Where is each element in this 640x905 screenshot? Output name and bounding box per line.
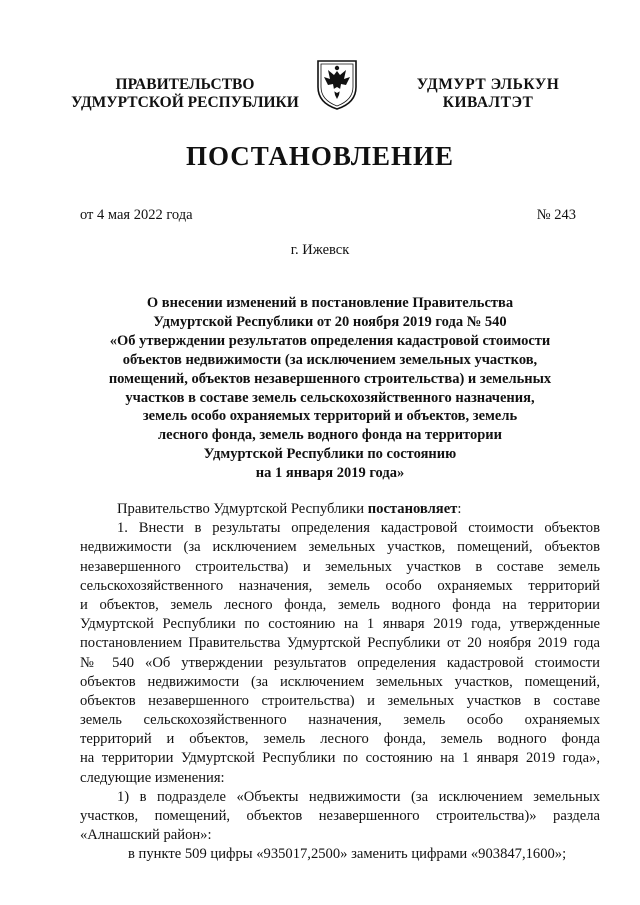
- issuer-udmurt: [378, 76, 598, 112]
- body-line: недвижимости (за исключением земельных участков, помещений, объектов: [80, 539, 600, 556]
- subject-line: «Об утверждении результатов определения кадастровой стоимости: [109, 332, 551, 349]
- body-line: участков, помещений, объектов незавершенного строительства)» раздела: [80, 808, 600, 824]
- body-line: следующие изменения:: [80, 769, 225, 786]
- body-line: 1. Внести в результаты определения кадастровой стоимости объектов: [117, 520, 600, 537]
- body-line: объектов незавершенного строительства) и земельных участков в составе: [80, 692, 600, 709]
- coat-of-arms-icon: [315, 57, 359, 111]
- intro-verb: постановляет: [367, 501, 458, 517]
- body-line: Удмуртской Республики по состоянию на 1 января 2019 года, утвержденные: [80, 616, 600, 633]
- subject-line: Удмуртской Республики от 20 ноября 2019 года № 540: [153, 313, 507, 330]
- intro-paragraph: [80, 500, 600, 519]
- subject-line: земель особо охраняемых территорий и объектов, земель: [142, 408, 518, 425]
- body-line: «Алнашский район»:: [80, 827, 212, 844]
- document-number: № 243: [536, 207, 576, 223]
- intro-punct: :: [457, 501, 462, 517]
- body-line: незавершенного строительства) и земельных участков в составе земель: [80, 558, 600, 575]
- issuer-russian: [60, 76, 310, 112]
- document-date: от 4 мая 2022 года: [80, 207, 193, 223]
- body-line: объектов недвижимости (за исключением земельных участков, помещений,: [80, 673, 600, 690]
- document-body: [80, 500, 600, 865]
- document-city: г. Ижевск: [290, 242, 350, 258]
- issuer-line-1: ПРАВИТЕЛЬСТВО: [115, 76, 255, 93]
- body-line: и объектов, земель лесного фонда, земель водного фонда на территории: [80, 596, 600, 613]
- issuer-udmurt-line-2: КИВАЛТЭТ: [442, 94, 534, 111]
- issuer-udmurt-line-1: УДМУРТ ЭЛЬКУН: [416, 76, 560, 93]
- issuer-line-2: УДМУРТСКОЙ РЕСПУБЛИКИ: [71, 94, 299, 111]
- subject-line: О внесении изменений в постановление Правительства: [146, 295, 514, 311]
- document-subject: [60, 294, 600, 483]
- body-line: на территории Удмуртской Республики по состоянию на 1 января 2019 года»,: [80, 750, 600, 767]
- body-line: земель сельскохозяйственного назначения, земель особо охраняемых: [80, 712, 600, 729]
- subject-line: Удмуртской Республики по состоянию: [203, 446, 457, 463]
- subject-line: помещений, объектов незавершенного строительства) и земельных: [108, 370, 552, 387]
- body-line: территорий и объектов, земель лесного фонда, земель водного фонда: [80, 731, 600, 748]
- body-line: сельскохозяйственного назначения, земель особо охраняемых территорий: [80, 577, 600, 594]
- intro-text: Правительство Удмуртской Республики: [117, 501, 368, 517]
- body-line: 1) в подразделе «Объекты недвижимости (за исключением земельных: [117, 788, 600, 805]
- subject-line: лесного фонда, земель водного фонда на территории: [157, 427, 503, 444]
- body-line: № 540 «Об утверждении результатов определения кадастровой стоимости: [80, 654, 600, 671]
- subject-line: объектов недвижимости (за исключением земельных участков,: [122, 351, 538, 368]
- subject-line: участков в составе земель сельскохозяйственного назначения,: [125, 389, 535, 406]
- body-line: в пункте 509 цифры «935017,2500» заменить цифрами «903847,1600»;: [128, 846, 567, 863]
- body-line: постановлением Правительства Удмуртской Республики от 20 ноября 2019 года: [80, 635, 600, 652]
- subject-line: на 1 января 2019 года»: [255, 465, 405, 482]
- document-title: ПОСТАНОВЛЕНИЕ: [185, 141, 455, 171]
